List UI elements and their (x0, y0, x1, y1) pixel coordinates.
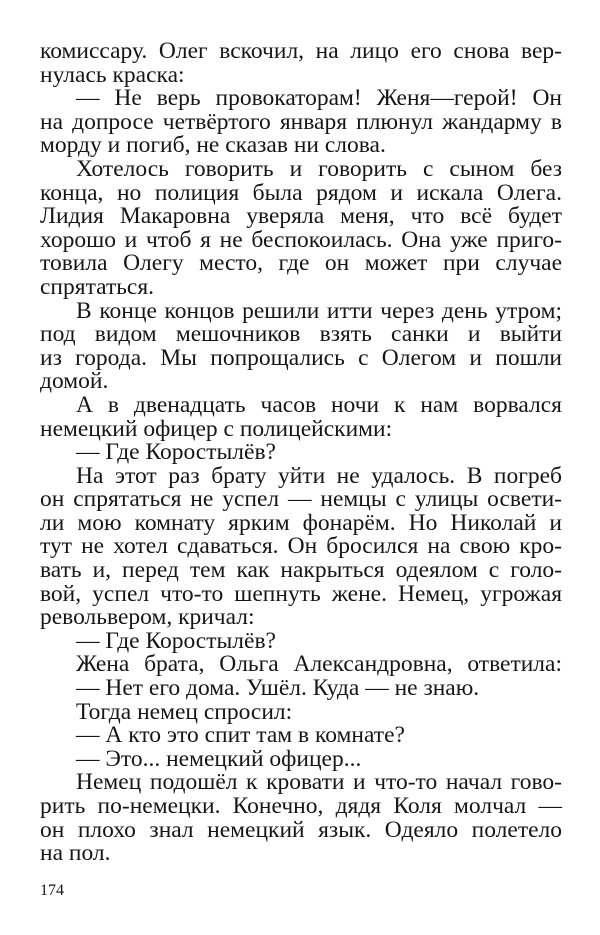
page-number: 174 (40, 882, 64, 899)
text-line: домой. (40, 368, 109, 395)
text-line: вать и, перед тем как накрыться одеялом с голо- (40, 557, 562, 584)
text-line: морду и погиб, не сказав ни слова. (40, 132, 386, 159)
text-line: — Где Коростылёв? (76, 627, 276, 654)
text-line: — Не верь провокаторам! Женя—герой! Он (76, 85, 562, 112)
text-line: конца, но полиция была рядом и искала Олега. (40, 179, 562, 206)
text-line: нулась краска: (40, 61, 185, 88)
text-line: комиссару. Олег вскочил, на лицо его снова вер- (40, 38, 562, 64)
text-line: — Это... немецкий офицер... (76, 745, 362, 772)
text-line: — А кто это спит там в комнате? (76, 722, 405, 749)
text-line: — Где Коростылёв? (76, 439, 276, 466)
text-line: Тогда немец спросил: (76, 698, 293, 725)
text-line: револьвером, кричал: (40, 604, 255, 631)
text-line: вой, успел что-то шепнуть жене. Немец, угрожая (40, 580, 562, 607)
text-line: рить по-немецки. Конечно, дядя Коля молчал — (40, 793, 562, 819)
text-line: из города. Мы попрощались с Олегом и пошли (40, 344, 562, 371)
text-line: на пол. (40, 840, 111, 867)
text-line: он плохо знал немецкий язык. Одеяло полетело (40, 816, 562, 843)
text-line: хорошо и чтоб я не беспокоилась. Она уже приго- (40, 226, 562, 253)
text-line: Хотелось говорить и говорить с сыном без (76, 155, 562, 182)
text-line: немецкий офицер с полицейскими: (40, 415, 393, 442)
text-line: на допросе четвёртого января плюнул жандарму в (40, 108, 562, 135)
text-line: Немец подошёл к кровати и что-то начал гово- (76, 769, 562, 796)
book-page-text (40, 40, 562, 866)
text-line: спрятаться. (40, 273, 155, 300)
text-line: Жена брата, Ольга Александровна, ответила: (76, 651, 562, 678)
text-line: Лидия Макаровна уверяла меня, что всё будет (40, 203, 562, 230)
text-line: — Нет его дома. Ушёл. Куда — не знаю. (76, 675, 480, 702)
text-line: товила Олегу место, где он может при случае (40, 250, 562, 277)
text-line: тут не хотел сдаваться. Он бросился на свою кро- (40, 533, 562, 560)
text-line: ли мою комнату ярким фонарём. Но Николай и (40, 509, 562, 536)
text-line: На этот раз брату уйти не удалось. В погреб (76, 462, 562, 489)
text-line: В конце концов решили итти через день утром; (76, 297, 562, 324)
text-line: под видом мешочников взять санки и выйти (40, 321, 562, 348)
text-line: он спрятаться не успел — немцы с улицы освети- (40, 486, 562, 513)
text-line: А в двенадцать часов ночи к нам ворвался (76, 391, 562, 418)
